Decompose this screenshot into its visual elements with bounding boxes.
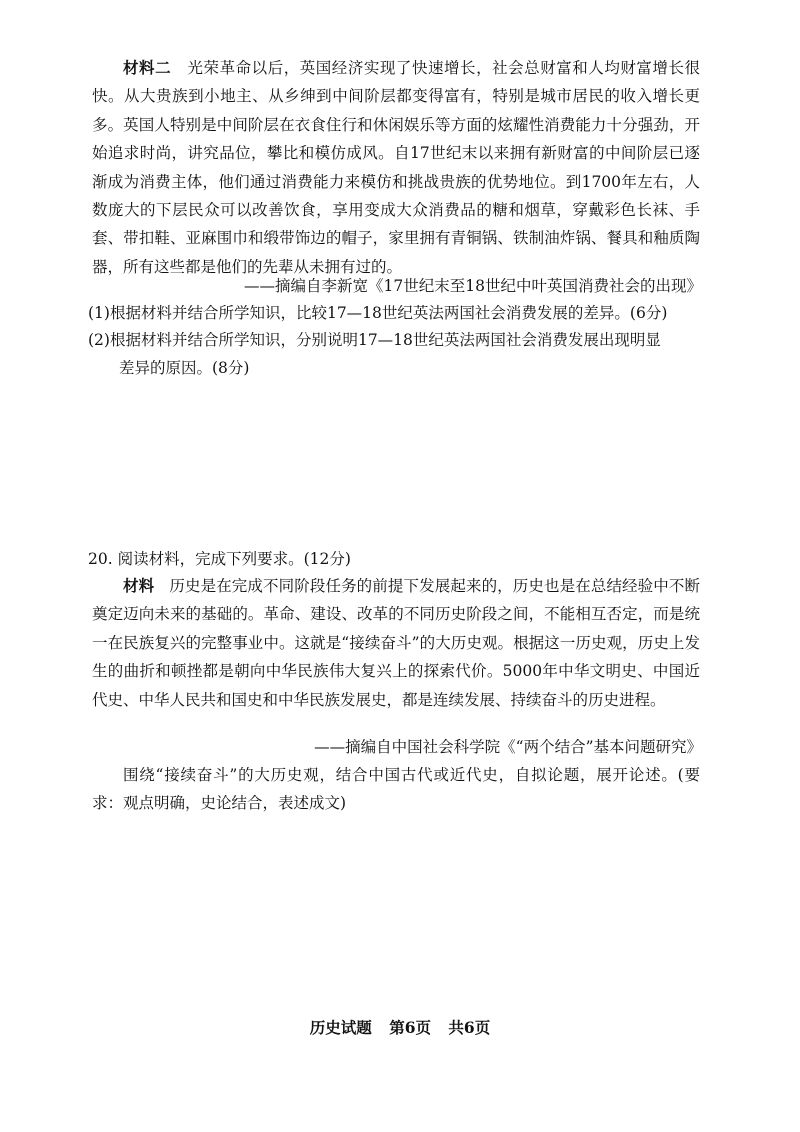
material-two-source: ——摘编自李新宽《17世纪末至18世纪中叶英国消费社会的出现》	[244, 277, 702, 295]
question-20-material-text: 历史是在完成不同阶段任务的前提下发展起来的，历史也是在总结经验中不断奠定迈向未来的基础的。革命、建设、改革的不同历史阶段之间，不能相互否定，而是统一在民族复兴的完整事业中。这就是“接续奋斗”的大历史观。根据这一历史观，历史上发生的曲折和顿挫都是朝向中华民族伟大复兴上的探索代价。5000年中华文明史、中国近代史、中华人民共和国史和中华民族发展史，都是连续发展、持续奋斗的历史进程。	[92, 577, 700, 709]
question-19-part-2-line-2: 差异的原因。(8分)	[119, 359, 250, 377]
material-two-label: 材料二	[123, 58, 172, 77]
page-footer	[0, 1016, 800, 1038]
material-two-paragraph	[92, 54, 700, 281]
question-20-material-paragraph	[92, 572, 700, 714]
question-19-part-2-line-1: (2)根据材料并结合所学知识，分别说明17—18世纪英法两国社会消费发展出现明显	[88, 331, 661, 349]
question-20-source: ——摘编自中国社会科学院《“两个结合”基本问题研究》	[314, 738, 702, 756]
question-20-material-label: 材料	[123, 576, 155, 595]
question-19-part-2	[88, 326, 703, 382]
footer-subject: 历史试题	[309, 1018, 372, 1037]
material-two-text: 光荣革命以后，英国经济实现了快速增长，社会总财富和人均财富增长很快。从大贵族到小地主、从乡绅到中间阶层都变得富有，特别是城市居民的收入增长更多。英国人特别是中间阶层在衣食住行和休闲娱乐等方面的炫耀性消费能力十分强劲，开始追求时尚，讲究品位，攀比和模仿成风。自17世纪末以来拥有新财富的中间阶层已逐渐成为消费主体，他们通过消费能力来模仿和挑战贵族的优势地位。到1700年左右，人数庞大的下层民众可以改善饮食，享用变成大众消费品的糖和烟草，穿戴彩色长袜、手套、带扣鞋、亚麻围巾和缎带饰边的帽子，家里拥有青铜锅、铁制油炸锅、餐具和釉质陶器，所有这些都是他们的先辈从未拥有过的。	[92, 59, 700, 276]
question-19-part-1: (1)根据材料并结合所学知识，比较17—18世纪英法两国社会消费发展的差异。(6分)	[88, 304, 668, 322]
question-20-header: 20. 阅读材料，完成下列要求。(12分)	[88, 550, 351, 568]
question-20-task: 围绕“接续奋斗”的大历史观，结合中国古代或近代史，自拟论题，展开论述。(要求：观点明确，史论结合，表述成文)	[92, 766, 700, 813]
footer-total-pages: 共6页	[448, 1018, 491, 1037]
footer-page-number: 第6页	[389, 1018, 431, 1037]
